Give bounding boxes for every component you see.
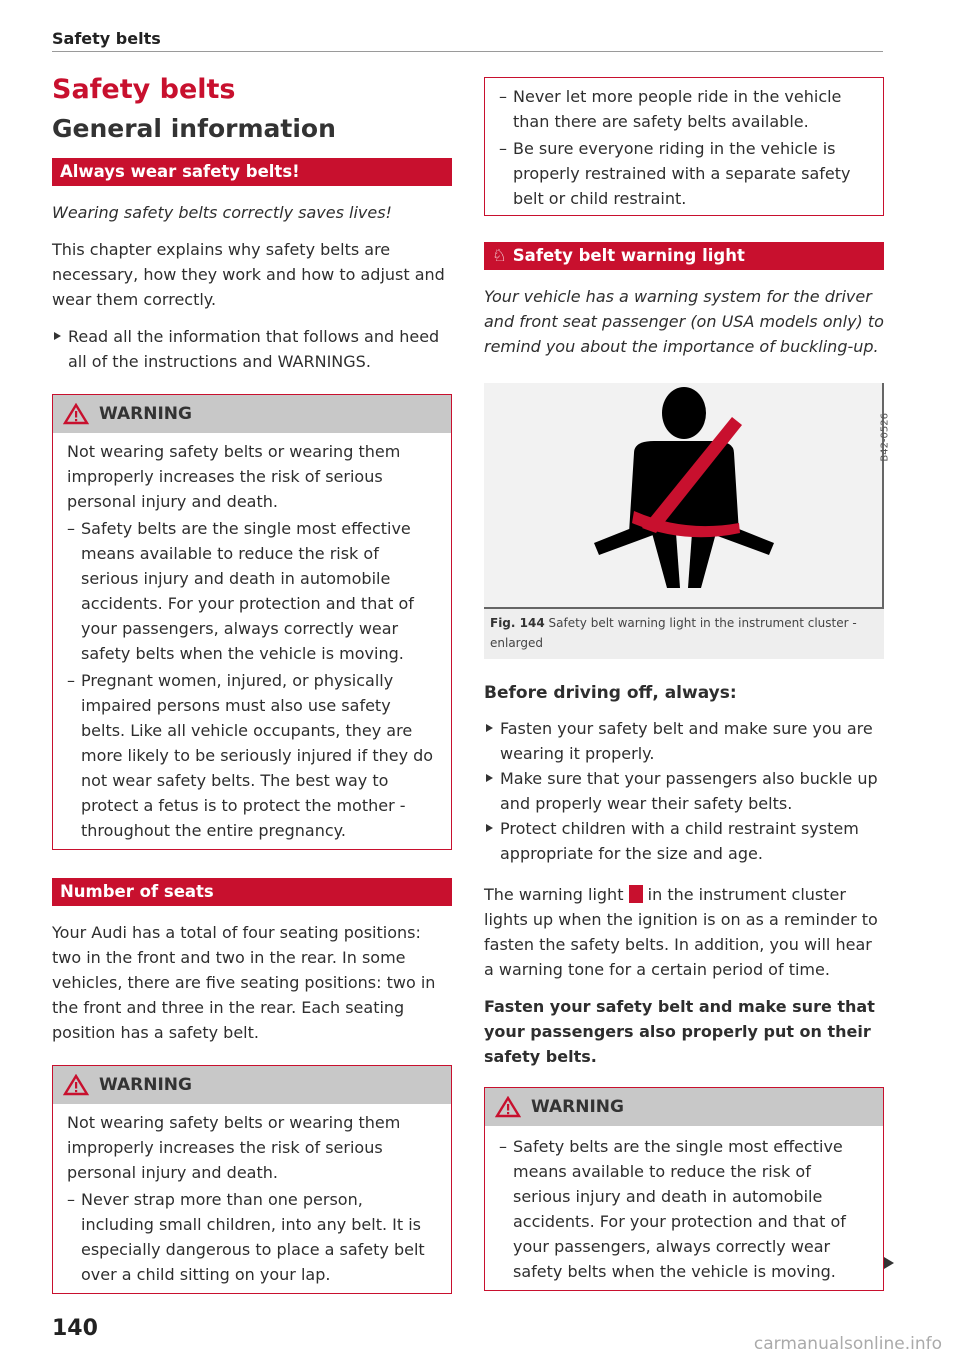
heading-number-of-seats: Number of seats <box>52 878 452 906</box>
warning-label: WARNING <box>99 403 192 424</box>
warning-header <box>53 395 451 433</box>
warning-label: WARNING <box>99 1074 192 1095</box>
list-item: Protect children with a child restraint system appropriate for the size and age. <box>484 816 884 866</box>
list-item: Make sure that your passengers also buckle up and properly wear their safety belts. <box>484 766 884 816</box>
intro-text: This chapter explains why safety belts are necessary, how they work and how to adjust and wear them correctly. <box>52 240 445 309</box>
seatbelt-person-icon <box>484 383 882 607</box>
warning-triangle-icon <box>63 403 89 425</box>
figure-label: Fig. 144 <box>490 616 545 630</box>
watermark: carmanualsonline.info <box>753 1334 942 1354</box>
seatbelt-icon: ♘ <box>492 246 507 265</box>
running-header: Safety belts <box>52 29 161 48</box>
continue-arrow-icon <box>884 1257 894 1269</box>
list-item: Fasten your safety belt and make sure you are wearing it properly. <box>484 716 884 766</box>
figure <box>484 383 891 659</box>
warning-continued-box <box>484 77 884 216</box>
right-column <box>484 77 891 1291</box>
lead-text: Wearing safety belts correctly saves lives! <box>52 203 392 222</box>
paragraph-end: in the instrument cluster lights up when the ignition is on as a reminder to fasten the safety belts. In addition, you will hear a warning tone for a certain period of time. <box>484 885 878 979</box>
section-heading: Before driving off, always: <box>484 683 737 703</box>
warning-text: Not wearing safety belts or wearing them improperly increases the risk of serious personal injury and death. <box>67 442 401 511</box>
warning-item: – Never let more people ride in the vehicle than there are safety belts available. <box>499 84 869 134</box>
emphasis-paragraph: Fasten your safety belt and make sure that your passengers also properly put on their safety belts. <box>484 997 875 1066</box>
warning-item: – Safety belts are the single most effective means available to reduce the risk of serious injury and death in automobile accidents. For your protection and that of your passengers, always correctly wear safety belts when the vehicle is moving. <box>67 516 437 666</box>
header-divider <box>52 51 883 52</box>
heading-warning-light-label: Safety belt warning light <box>512 246 745 265</box>
warning-box <box>484 1087 884 1291</box>
warning-triangle-icon <box>495 1096 521 1118</box>
figure-code: B42-0526 <box>880 413 891 462</box>
warning-item: – Never strap more than one person, including small children, into any belt. It is especially dangerous to place a safety belt over a child sitting on your lap. <box>67 1187 437 1287</box>
seatbelt-warning-light-illustration <box>484 383 891 609</box>
heading-always-wear: Always wear safety belts! <box>52 158 452 186</box>
warning-header <box>53 1066 451 1104</box>
heading-warning-light <box>484 242 884 270</box>
instruction-bullet: Read all the information that follows and heed all of the instructions and WARNINGS. <box>52 324 452 374</box>
page-number: 140 <box>52 1316 98 1341</box>
figure-caption-text: Safety belt warning light in the instrument cluster - enlarged <box>490 616 857 650</box>
figure-caption <box>484 609 884 659</box>
warning-header <box>485 1088 883 1126</box>
warning-text: Not wearing safety belts or wearing them improperly increases the risk of serious personal injury and death. <box>67 1113 401 1182</box>
warning-triangle-icon <box>63 1074 89 1096</box>
page-title: Safety belts <box>52 74 236 105</box>
seats-text: Your Audi has a total of four seating positions: two in the front and two in the rear. In some vehicles, there are five seating positions: two in the front and three in the rear. Each seating position has a safety belt. <box>52 923 436 1042</box>
warning-box <box>52 394 452 850</box>
section-title: General information <box>52 114 336 143</box>
lead-text: Your vehicle has a warning system for the driver and front seat passenger (on USA models only) to remind you about the importance of buckling-up. <box>484 287 884 356</box>
warning-label: WARNING <box>531 1096 624 1117</box>
warning-box <box>52 1065 452 1294</box>
seatbelt-warning-icon <box>629 885 643 903</box>
warning-item: – Be sure everyone riding in the vehicle is properly restrained with a separate safety belt or child restraint. <box>499 136 869 211</box>
warning-light-paragraph <box>484 882 884 982</box>
warning-item: – Pregnant women, injured, or physically impaired persons must also use safety belts. Like all vehicle occupants, they are more likely to be seriously injured if they do not wear safety belts. The best way to protect a fetus is to protect the mother - throughout the entire pregnancy. <box>67 668 437 843</box>
paragraph-start: The warning light <box>484 885 624 904</box>
warning-item: – Safety belts are the single most effective means available to reduce the risk of serious injury and death in automobile accidents. For your protection and that of your passengers, always correctly wear safety belts when the vehicle is moving. <box>499 1134 869 1284</box>
left-column <box>52 72 452 1294</box>
